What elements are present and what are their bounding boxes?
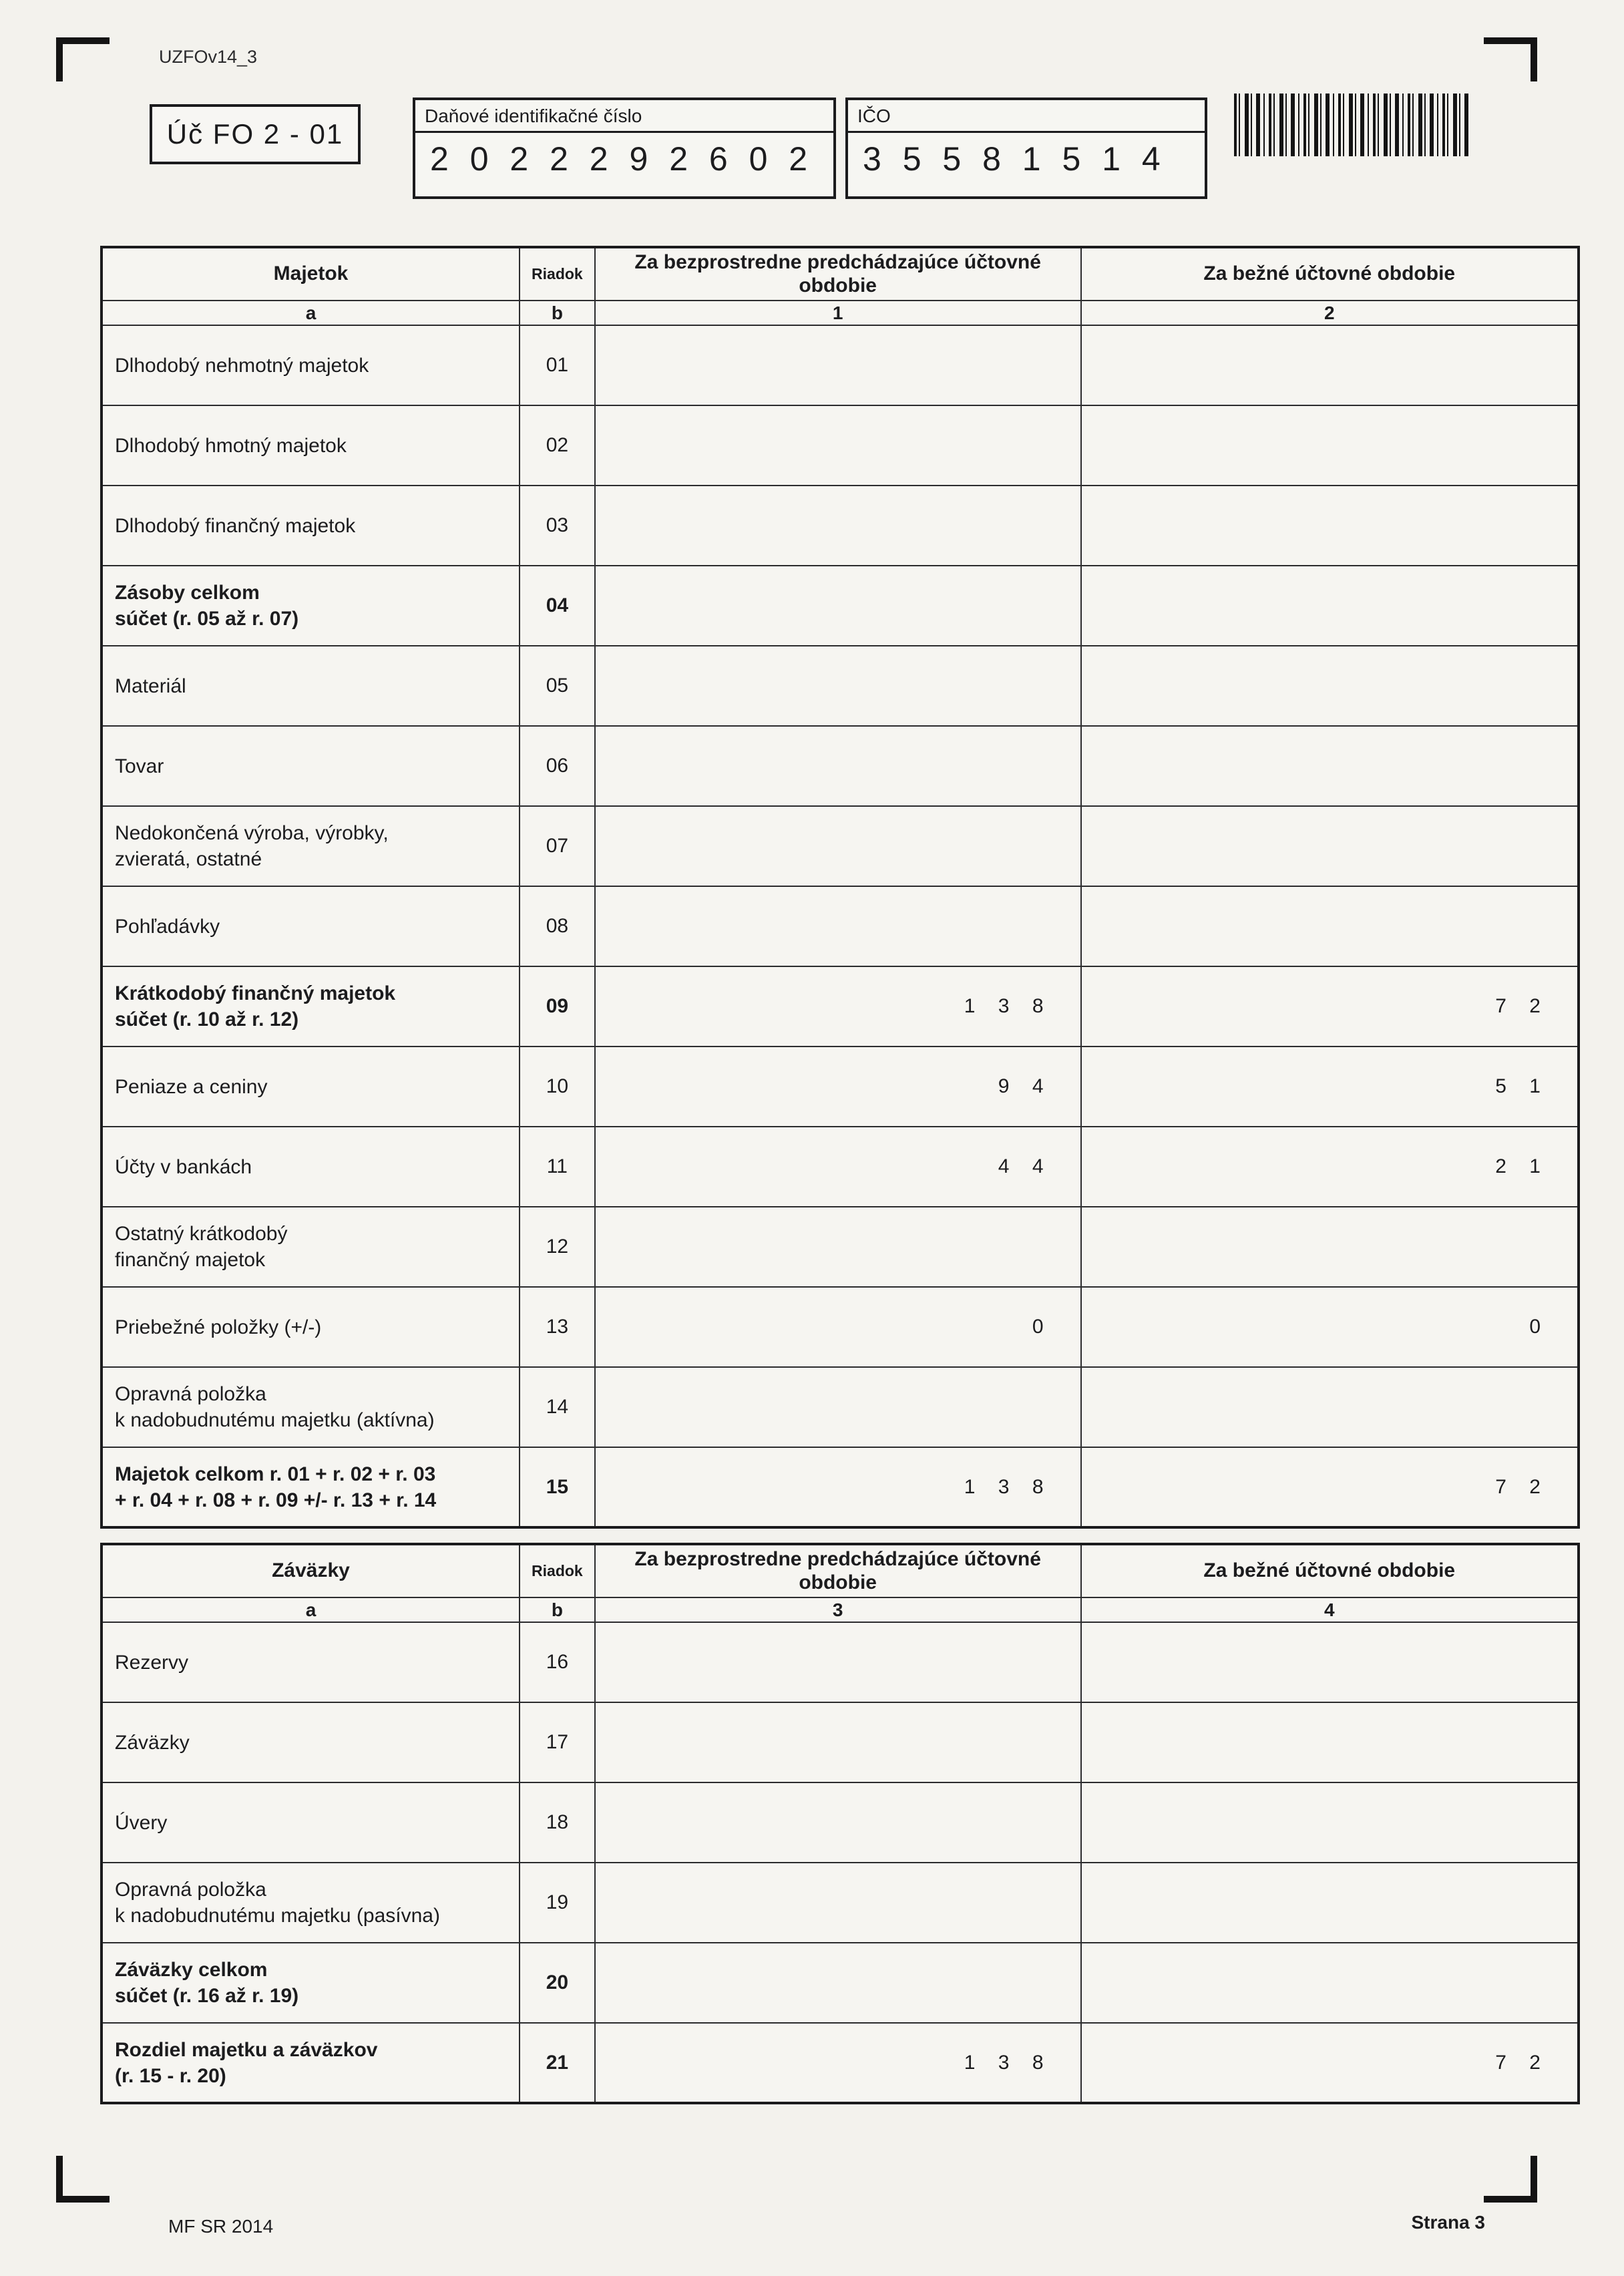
- ico-box: [845, 98, 1207, 199]
- row-number: 01: [520, 325, 595, 405]
- assets-title: Majetok: [102, 247, 520, 301]
- table-row-subtotal: [102, 1943, 1579, 2023]
- value-curr: 7 2: [1081, 2023, 1579, 2103]
- assets-table-grid: [100, 246, 1580, 1529]
- row-label-line2: k nadobudnutému majetku (aktívna): [115, 1409, 435, 1431]
- row-number: 13: [520, 1287, 595, 1367]
- table-row: [102, 726, 1579, 806]
- row-label-line2: súčet (r. 10 až r. 12): [115, 1008, 299, 1030]
- row-label-line2: súčet (r. 16 až r. 19): [115, 1985, 299, 2007]
- assets-table: [100, 246, 1580, 1529]
- barcode: [1234, 93, 1469, 156]
- table-row: [102, 1367, 1579, 1447]
- row-label-line2: k nadobudnutému majetku (pasívna): [115, 1905, 440, 1927]
- liabilities-subheader-row: [102, 1597, 1579, 1622]
- value-curr: 5 1: [1081, 1047, 1579, 1127]
- value-prev: [595, 1207, 1081, 1287]
- row-number: 11: [520, 1127, 595, 1207]
- table-row-total: [102, 2023, 1579, 2103]
- row-label: Dlhodobý finančný majetok: [115, 514, 356, 537]
- registration-mark-bottom-left: [56, 2156, 110, 2203]
- tax-id-value: 2 0 2 2 2 9 2 6 0 2: [430, 140, 814, 178]
- value-prev: 1 3 8: [595, 1447, 1081, 1527]
- value-curr: [1081, 1863, 1579, 1943]
- table-row: [102, 1622, 1579, 1702]
- liabilities-table-grid: [100, 1543, 1580, 2104]
- row-label: Zásoby celkom: [115, 582, 260, 604]
- liabilities-header-row: [102, 1544, 1579, 1597]
- form-id-label: Úč FO 2 - 01: [166, 118, 344, 150]
- value-prev: [595, 806, 1081, 886]
- value-curr: [1081, 806, 1579, 886]
- row-number: 19: [520, 1863, 595, 1943]
- table-row: [102, 1127, 1579, 1207]
- row-number: 14: [520, 1367, 595, 1447]
- table-row: [102, 486, 1579, 566]
- row-label-line2: + r. 04 + r. 08 + r. 09 +/- r. 13 + r. 14: [115, 1489, 437, 1511]
- value-prev: [595, 405, 1081, 486]
- value-prev: [595, 886, 1081, 966]
- row-number: 09: [520, 966, 595, 1047]
- row-number: 10: [520, 1047, 595, 1127]
- row-label: Tovar: [115, 755, 164, 777]
- col-number-4: 4: [1081, 1597, 1579, 1622]
- row-number: 08: [520, 886, 595, 966]
- row-number: 16: [520, 1622, 595, 1702]
- row-number: 17: [520, 1702, 595, 1782]
- row-label: Úvery: [115, 1811, 168, 1834]
- curr-period-header: Za bežné účtovné obdobie: [1081, 1544, 1579, 1597]
- form-version-code: UZFOv14_3: [159, 47, 258, 67]
- row-label: Krátkodobý finančný majetok: [115, 982, 396, 1004]
- value-curr: [1081, 1622, 1579, 1702]
- col-number-1: 1: [595, 301, 1081, 325]
- table-row: [102, 325, 1579, 405]
- value-curr: [1081, 566, 1579, 646]
- table-row: [102, 1047, 1579, 1127]
- value-prev: [595, 1367, 1081, 1447]
- row-label: Opravná položka: [115, 1383, 266, 1405]
- ico-label: IČO: [848, 100, 1205, 133]
- curr-period-header: Za bežné účtovné obdobie: [1081, 247, 1579, 301]
- value-prev: [595, 726, 1081, 806]
- value-curr: 0: [1081, 1287, 1579, 1367]
- ico-value: 3 5 5 8 1 5 1 4: [863, 140, 1167, 178]
- value-curr: [1081, 1702, 1579, 1782]
- value-prev: [595, 1782, 1081, 1863]
- row-label: Opravná položka: [115, 1879, 266, 1901]
- value-curr: [1081, 886, 1579, 966]
- row-label: Pohľadávky: [115, 915, 220, 938]
- form-id-box: [150, 104, 361, 164]
- table-row: [102, 1702, 1579, 1782]
- value-prev: 1 3 8: [595, 2023, 1081, 2103]
- row-label: Peniaze a ceniny: [115, 1075, 268, 1098]
- row-label: Rezervy: [115, 1651, 189, 1674]
- col-letter-a: a: [102, 301, 520, 325]
- col-letter-b: b: [520, 301, 595, 325]
- table-row-total: [102, 1447, 1579, 1527]
- value-prev: [595, 486, 1081, 566]
- row-label: Záväzky celkom: [115, 1959, 268, 1981]
- table-row: [102, 806, 1579, 886]
- row-label: Priebežné položky (+/-): [115, 1316, 322, 1338]
- row-number: 07: [520, 806, 595, 886]
- liabilities-title: Záväzky: [102, 1544, 520, 1597]
- value-curr: 7 2: [1081, 966, 1579, 1047]
- registration-mark-top-left: [56, 37, 110, 81]
- table-row: [102, 405, 1579, 486]
- page-number: Strana 3: [1411, 2212, 1485, 2233]
- value-curr: [1081, 325, 1579, 405]
- value-prev: [595, 1622, 1081, 1702]
- row-number: 18: [520, 1782, 595, 1863]
- row-number: 15: [520, 1447, 595, 1527]
- tax-id-label: Daňové identifikačné číslo: [415, 100, 833, 133]
- col-letter-a: a: [102, 1597, 520, 1622]
- table-row: [102, 1287, 1579, 1367]
- row-number: 04: [520, 566, 595, 646]
- col-number-2: 2: [1081, 301, 1579, 325]
- value-prev: [595, 325, 1081, 405]
- registration-mark-top-right: [1484, 37, 1537, 81]
- value-prev: 9 4: [595, 1047, 1081, 1127]
- row-number: 02: [520, 405, 595, 486]
- row-number: 06: [520, 726, 595, 806]
- prev-period-header: Za bezprostredne predchádzajúce účtovné obdobie: [595, 247, 1081, 301]
- assets-header-row: [102, 247, 1579, 301]
- value-curr: [1081, 646, 1579, 726]
- table-row: [102, 646, 1579, 726]
- table-row: [102, 886, 1579, 966]
- value-prev: [595, 1943, 1081, 2023]
- value-curr: 2 1: [1081, 1127, 1579, 1207]
- registration-mark-bottom-right: [1484, 2156, 1537, 2203]
- value-prev: [595, 566, 1081, 646]
- row-number: 05: [520, 646, 595, 726]
- value-curr: [1081, 1207, 1579, 1287]
- table-row: [102, 1863, 1579, 1943]
- value-prev: [595, 1863, 1081, 1943]
- table-row-subtotal: [102, 566, 1579, 646]
- value-curr: 7 2: [1081, 1447, 1579, 1527]
- row-label: Rozdiel majetku a záväzkov: [115, 2038, 378, 2061]
- riadok-header: Riadok: [520, 247, 595, 301]
- row-label: Dlhodobý hmotný majetok: [115, 434, 347, 457]
- value-prev: 4 4: [595, 1127, 1081, 1207]
- row-label: Nedokončená výroba, výrobky,: [115, 822, 389, 844]
- row-number: 20: [520, 1943, 595, 2023]
- value-curr: [1081, 1943, 1579, 2023]
- row-label: Záväzky: [115, 1731, 190, 1754]
- table-row: [102, 1782, 1579, 1863]
- row-label: Účty v bankách: [115, 1155, 252, 1178]
- row-number: 03: [520, 486, 595, 566]
- value-prev: [595, 1702, 1081, 1782]
- row-number: 12: [520, 1207, 595, 1287]
- value-prev: 0: [595, 1287, 1081, 1367]
- col-number-3: 3: [595, 1597, 1081, 1622]
- row-label-line2: finančný majetok: [115, 1249, 266, 1271]
- table-row-subtotal: [102, 966, 1579, 1047]
- row-label: Materiál: [115, 675, 186, 697]
- liabilities-table: [100, 1543, 1580, 2104]
- table-row: [102, 1207, 1579, 1287]
- footer-ministry-note: MF SR 2014: [168, 2216, 274, 2237]
- riadok-header: Riadok: [520, 1544, 595, 1597]
- row-label-line2: (r. 15 - r. 20): [115, 2064, 226, 2087]
- value-curr: [1081, 1367, 1579, 1447]
- value-curr: [1081, 1782, 1579, 1863]
- value-prev: 1 3 8: [595, 966, 1081, 1047]
- value-curr: [1081, 486, 1579, 566]
- row-number: 21: [520, 2023, 595, 2103]
- row-label: Dlhodobý nehmotný majetok: [115, 354, 369, 377]
- row-label: Ostatný krátkodobý: [115, 1223, 288, 1245]
- row-label-line2: zvieratá, ostatné: [115, 848, 262, 870]
- value-prev: [595, 646, 1081, 726]
- col-letter-b: b: [520, 1597, 595, 1622]
- assets-subheader-row: [102, 301, 1579, 325]
- row-label-line2: súčet (r. 05 až r. 07): [115, 608, 299, 630]
- tax-id-box: [413, 98, 836, 199]
- row-label: Majetok celkom r. 01 + r. 02 + r. 03: [115, 1463, 436, 1485]
- prev-period-header: Za bezprostredne predchádzajúce účtovné obdobie: [595, 1544, 1081, 1597]
- value-curr: [1081, 726, 1579, 806]
- value-curr: [1081, 405, 1579, 486]
